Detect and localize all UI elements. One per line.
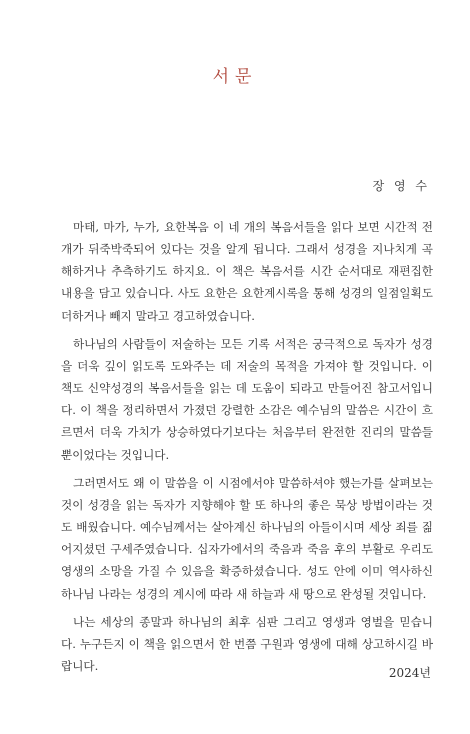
page-title: 서문 — [212, 67, 258, 87]
paragraph: 그러면서도 왜 이 말씀을 이 시점에서야 말씀하셔야 했는가를 살펴보는 것이 성경을 읽는 독자가 지향해야 할 또 하나의 좋은 묵상 방법이라는 것도 배웠습니다. 예수님께서는 살아계신 하나님의 아들이시며 세상 죄를 짊어지셨던 구세주였습니다. 십자가에서의 죽음과 죽음 후의 부활로 우리도 영생의 소망을 가질 수 있음을 확증하셨습니다. 성도 안에 이미 역사하신 하나님 나라는 성경의 계시에 따라 새 하늘과 새 땅으로 완성될 것입니다. — [61, 475, 433, 601]
date-line: 2024년 — [388, 666, 431, 680]
preface-body — [61, 216, 433, 683]
author-name: 장 영 수 — [372, 179, 430, 193]
paragraph: 나는 세상의 종말과 하나님의 최후 심판 그리고 영생과 영벌을 믿습니다. 누구든지 이 책을 읽으면서 한 번쯤 구원과 영생에 대해 상고하시길 바랍니다. — [61, 614, 433, 673]
paragraph: 하나님의 사람들이 저술하는 모든 기록 서적은 궁극적으로 독자가 성경을 더욱 깊이 읽도록 도와주는 데 저술의 목적을 가져야 할 것입니다. 이 책도 신약성경의 복음서들을 읽는 데 도움이 되라고 만들어진 참고서입니다. 이 책을 정리하면서 가졌던 강렬한 소감은 예수님의 말씀은 시간이 흐르면서 더욱 가치가 상승하였다기보다는 처음부터 완전한 진리의 말씀들뿐이었다는 것입니다. — [61, 336, 433, 462]
paragraph: 마태, 마가, 누가, 요한복음 이 네 개의 복음서들을 읽다 보면 시간적 전개가 뒤죽박죽되어 있다는 것을 알게 됩니다. 그래서 성경을 지나치게 곡해하거나 추측하기도 하지요. 이 책은 복음서를 시간 순서대로 재편집한 내용을 담고 있습니다. 사도 요한은 요한계시록을 통해 성경의 일점일획도 더하거나 빼지 말라고 경고하였습니다. — [61, 220, 433, 323]
